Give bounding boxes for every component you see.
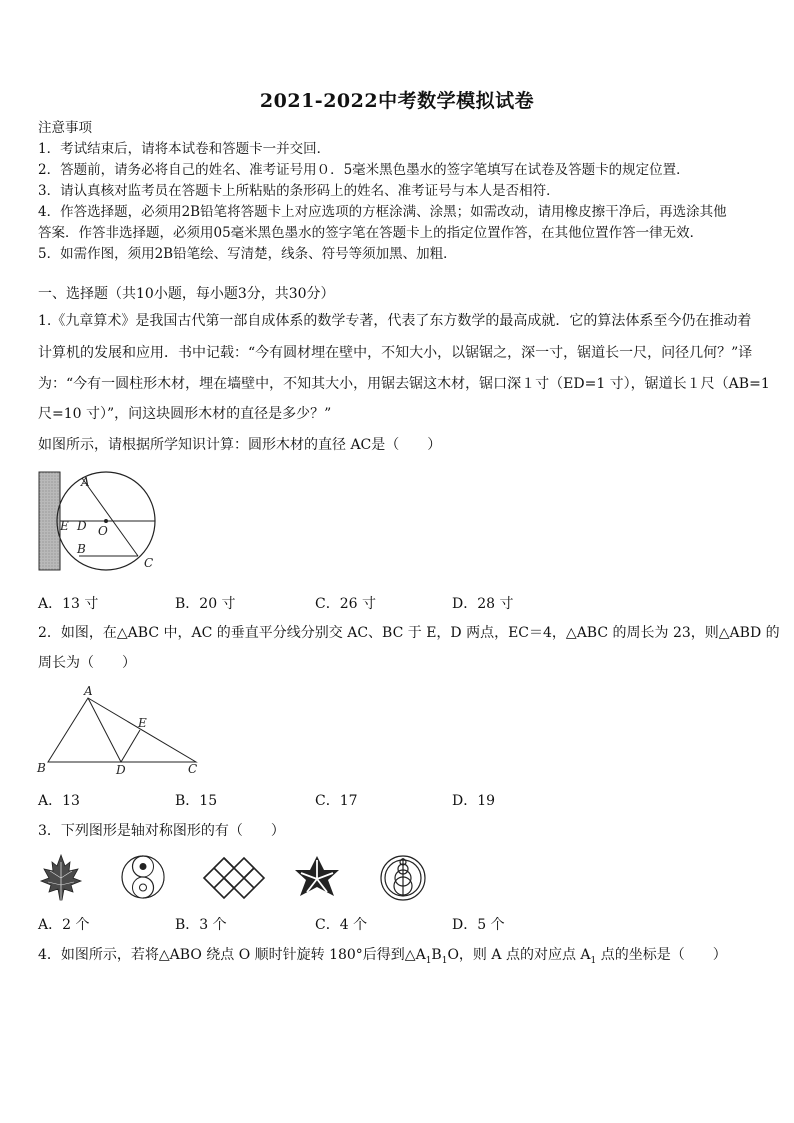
concentric-circles-icon bbox=[381, 856, 425, 900]
notice-item-4-cont: 答案．作答非选择题，必须用05毫米黑色墨水的签字笔在答题卡上的指定位置作答，在其他位置作答一律无效． bbox=[38, 225, 704, 241]
q3-option-b[interactable]: B．3 个 bbox=[175, 917, 227, 933]
label-b: B bbox=[77, 542, 86, 556]
q1-option-c[interactable]: C．26 寸 bbox=[315, 596, 376, 612]
q2-line-1: 2．如图，在△ABC 中，AC 的垂直平分线分别交 AC、BC 于 E，D 两点，EC＝4，△ABC 的周长为 23，则△ABD 的 bbox=[38, 625, 780, 641]
segment-de bbox=[121, 730, 140, 762]
triangle-abc bbox=[48, 698, 196, 762]
page-title: 2021-2022中考数学模拟试卷 bbox=[259, 90, 535, 112]
q2-option-b[interactable]: B．15 bbox=[175, 793, 218, 809]
notice-heading: 注意事项 bbox=[38, 120, 92, 136]
label-c: C bbox=[144, 556, 154, 570]
label-a: A bbox=[81, 475, 90, 489]
notice-item-3: 3．请认真核对监考员在答题卡上所粘贴的条形码上的姓名、准考证号与本人是否相符． bbox=[38, 183, 560, 199]
q3-option-a[interactable]: A．2 个 bbox=[38, 917, 90, 933]
label-e: E bbox=[138, 716, 147, 730]
q3-option-c[interactable]: C．4 个 bbox=[315, 917, 368, 933]
q2-option-d[interactable]: D．19 bbox=[452, 793, 496, 809]
q1-figure bbox=[36, 466, 166, 576]
q1-option-d[interactable]: D．28 寸 bbox=[452, 596, 514, 612]
maple-leaf-icon bbox=[41, 855, 81, 900]
q1-line-3: 为：“今有一圆柱形木材，埋在墙壁中，不知其大小，用锯去锯这木材，锯口深１寸（ED=1 寸），锯道长１尺（AB=1 bbox=[38, 376, 770, 392]
q1-line-2: 计算机的发展和应用．书中记载：“今有圆材埋在壁中，不知大小，以锯锯之，深一寸，锯道长一尺，问径几何？”译 bbox=[38, 345, 753, 361]
q3-option-d[interactable]: D．5 个 bbox=[452, 917, 505, 933]
knot-pattern-icon bbox=[204, 858, 264, 898]
q1-line-1: 1.《九章算术》是我国古代第一部自成体系的数学专著，代表了东方数学的最高成就．它的算法体系至今仍在推动着 bbox=[38, 313, 752, 329]
label-b: B bbox=[37, 761, 46, 775]
q1-line-5: 如图所示，请根据所学知识计算：圆形木材的直径 AC是（ ） bbox=[38, 437, 442, 453]
label-o: O bbox=[98, 524, 108, 538]
notice-item-2: 2．答题前，请务必将自己的姓名、准考证号用０．5毫米黑色墨水的签字笔填写在试卷及答题卡的规定位置． bbox=[38, 162, 690, 178]
center-dot bbox=[104, 519, 108, 523]
q3-line: 3．下列图形是轴对称图形的有（ ） bbox=[38, 823, 285, 839]
yin-yang-icon bbox=[122, 856, 164, 898]
notice-item-5: 5．如需作图，须用2B铅笔绘、写清楚，线条、符号等须加黑、加粗． bbox=[38, 246, 457, 262]
label-c: C bbox=[188, 762, 198, 776]
diameter-ac bbox=[82, 478, 138, 556]
q1-option-b[interactable]: B．20 寸 bbox=[175, 596, 236, 612]
notice-item-4: 4．作答选择题，必须用2B铅笔将答题卡上对应选项的方框涂满、涂黑；如需改动，请用橡皮擦干净后，再选涂其他 bbox=[38, 204, 727, 220]
notice-item-1: 1．考试结束后，请将本试卷和答题卡一并交回． bbox=[38, 141, 331, 157]
label-e: E bbox=[60, 519, 69, 533]
q2-line-2: 周长为（ ） bbox=[38, 655, 136, 671]
q2-option-c[interactable]: C．17 bbox=[315, 793, 358, 809]
label-d: D bbox=[77, 519, 87, 533]
pentagon-star-icon bbox=[295, 856, 339, 896]
label-a: A bbox=[84, 684, 93, 698]
q2-figure bbox=[36, 684, 206, 780]
q1-line-4: 尺=10 寸）”，问这块圆形木材的直径是多少？” bbox=[38, 406, 332, 422]
q3-figure bbox=[36, 852, 436, 904]
q2-option-a[interactable]: A．13 bbox=[38, 793, 80, 809]
section-heading: 一、选择题（共10小题，每小题3分，共30分） bbox=[38, 286, 335, 302]
q4-line: 4．如图所示，若将△ABO 绕点 O 顺时针旋转 180°后得到$\triangle A_1B_1O$，则 A 点的对应点 $A_1$ 点的坐标是（ ） bbox=[38, 947, 727, 966]
q1-option-a[interactable]: A．13 寸 bbox=[38, 596, 99, 612]
label-d: D bbox=[116, 763, 126, 777]
